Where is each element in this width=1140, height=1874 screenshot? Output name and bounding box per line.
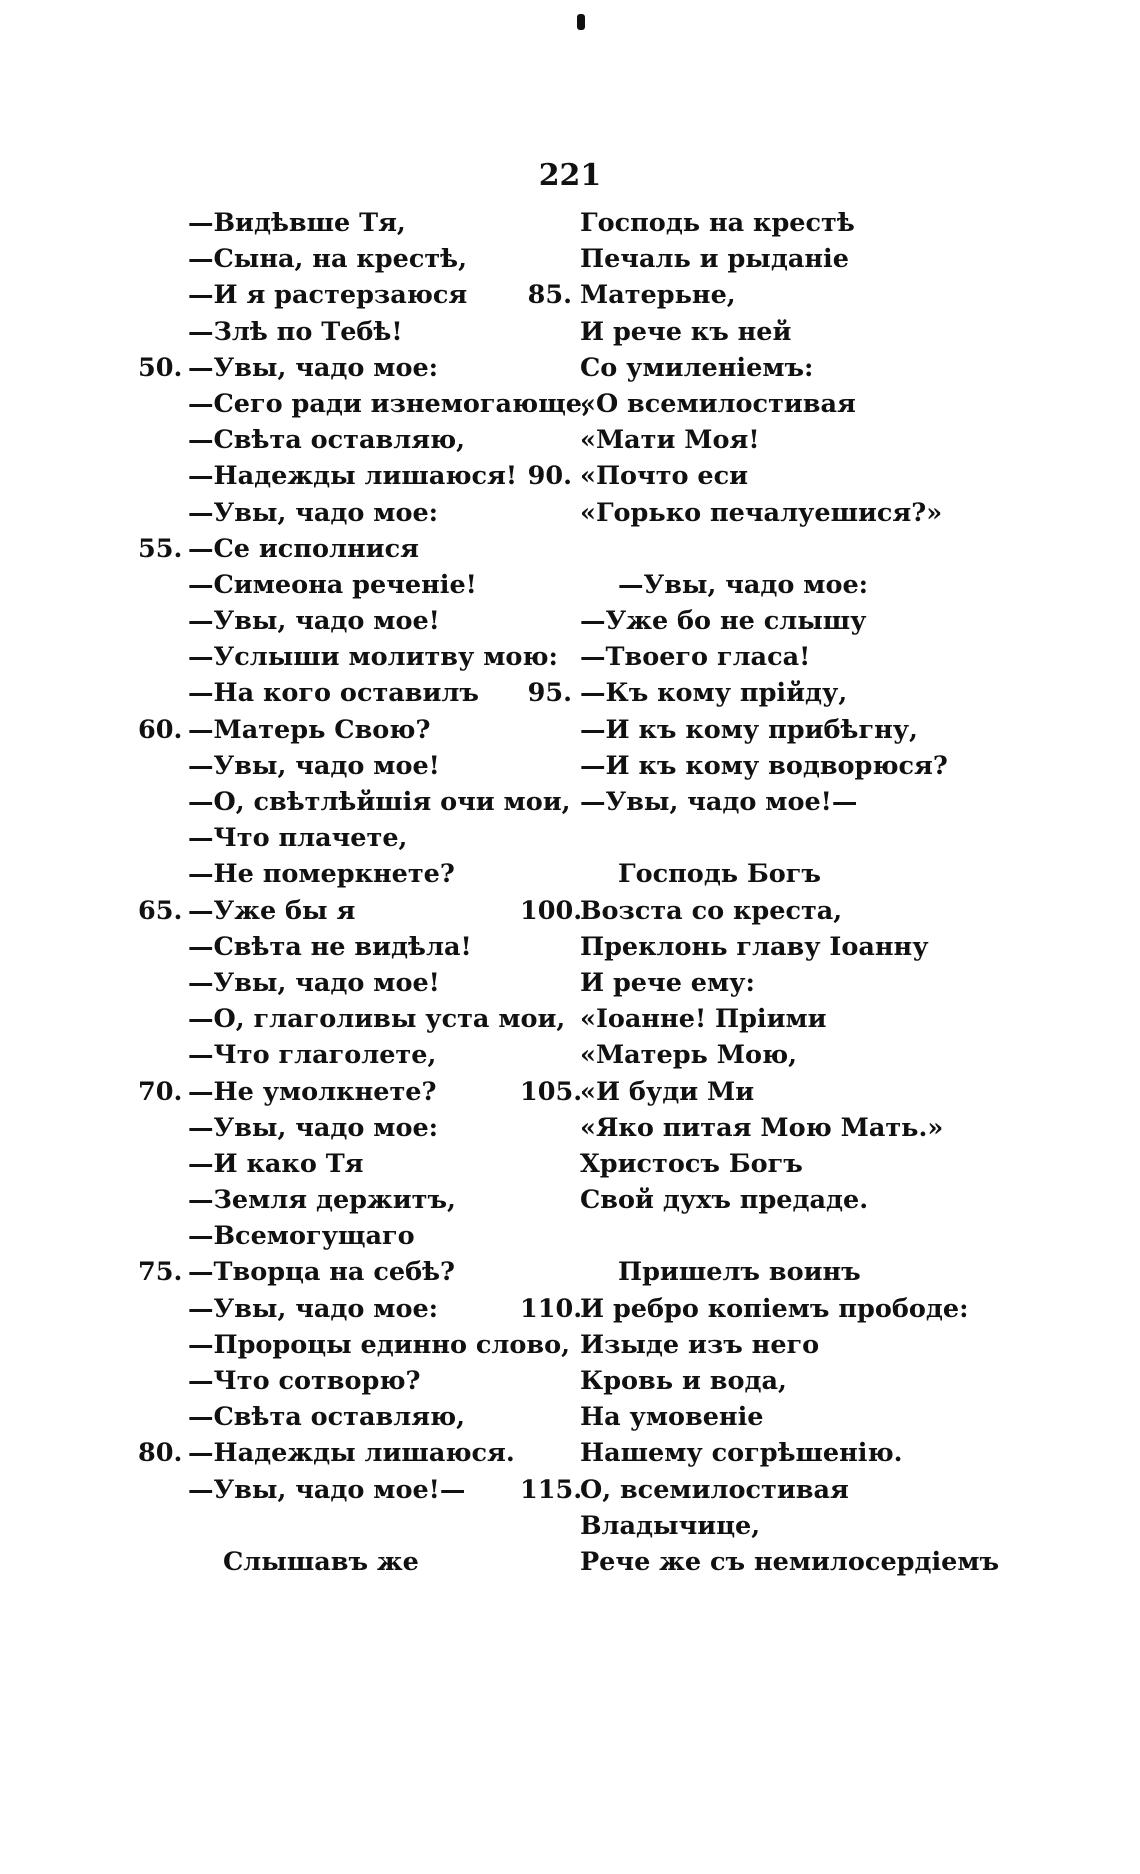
verse-line — [138, 748, 558, 784]
verse-line — [138, 603, 558, 639]
verse-text: Матерьне, — [580, 280, 736, 311]
verse-line — [520, 458, 980, 494]
verse-line — [138, 820, 558, 856]
verse-text: Рече же съ немилосердіемъ — [580, 1546, 1000, 1577]
verse-line — [520, 1182, 980, 1218]
verse-line — [520, 1435, 980, 1471]
verse-line — [138, 1291, 558, 1327]
verse-text: —Увы, чадо мое: — [618, 569, 869, 600]
verse-number: 85. — [527, 280, 572, 311]
verse-text: Христосъ Богъ — [580, 1148, 803, 1179]
verse-line — [520, 567, 980, 603]
verse-text: И рече ему: — [580, 967, 755, 998]
verse-line — [138, 1363, 558, 1399]
verse-line — [520, 1363, 980, 1399]
verse-text: —Услыши молитву мою: — [188, 642, 558, 673]
verse-line — [138, 314, 558, 350]
verse-line — [520, 1037, 980, 1073]
verse-text: —Сего ради изнемогающе, — [188, 388, 591, 419]
verse-line — [138, 1399, 558, 1435]
verse-text: —И я растерзаюся — [188, 280, 468, 311]
verse-text: —О, свѣтлѣйшія очи мои, — [188, 787, 571, 817]
verse-text: —Увы, чадо мое: — [188, 352, 439, 383]
verse-line — [520, 1544, 1000, 1580]
verse-line — [520, 1399, 980, 1435]
verse-line — [520, 893, 980, 929]
verse-line — [138, 1001, 566, 1037]
verse-line — [138, 929, 558, 965]
verse-text: «Горько печалуешися?» — [580, 497, 943, 528]
verse-line — [138, 1544, 558, 1580]
verse-line — [138, 350, 558, 386]
verse-line — [138, 1254, 558, 1290]
verse-text: —Свѣта не видѣла! — [188, 931, 472, 962]
page-number: 221 — [538, 158, 602, 193]
verse-line — [520, 277, 980, 313]
verse-text: Владычице, — [580, 1510, 761, 1541]
verse-text: —Увы, чадо мое! — [188, 606, 440, 637]
verse-line — [520, 495, 980, 531]
verse-line — [520, 1218, 980, 1254]
verse-text: —Не померкнете? — [188, 859, 455, 890]
verse-line — [520, 1001, 980, 1037]
verse-line — [520, 1146, 980, 1182]
verse-text: Пришелъ воинъ — [618, 1257, 861, 1288]
verse-line — [520, 965, 980, 1001]
verse-line — [138, 965, 558, 1001]
verse-line — [520, 1291, 980, 1327]
verse-line — [138, 495, 558, 531]
verse-line — [520, 1074, 980, 1110]
verse-line — [138, 241, 558, 277]
verse-number: 60. — [138, 714, 183, 745]
verse-text: Печаль и рыданіе — [580, 244, 849, 275]
verse-number: 90. — [527, 461, 572, 492]
verse-line — [520, 205, 980, 241]
verse-line — [138, 1435, 558, 1471]
verse-line — [520, 350, 980, 386]
verse-text: —Свѣта оставляю, — [188, 1402, 466, 1433]
verse-line — [520, 1254, 980, 1290]
verse-line — [520, 241, 980, 277]
verse-line — [520, 422, 980, 458]
verse-text: Возста со креста, — [580, 895, 843, 926]
verse-text: —Всемогущаго — [188, 1221, 415, 1252]
verse-text: Преклонь главу Іоанну — [580, 931, 929, 962]
verse-line — [138, 1218, 558, 1254]
verse-line — [138, 205, 558, 241]
verse-text: —Симеона реченіе! — [188, 569, 477, 600]
verse-number: 95. — [527, 678, 572, 709]
verse-line — [138, 1508, 558, 1544]
verse-text: На умовеніе — [580, 1402, 764, 1433]
verse-text: —Надежды лишаюся! — [188, 461, 518, 492]
ink-mark — [577, 14, 585, 30]
verse-text: Нашему согрѣшенію. — [580, 1438, 903, 1469]
verse-text: —Уже бо не слышу — [580, 606, 867, 637]
verse-text: «Іоанне! Пріими — [580, 1004, 827, 1035]
verse-line — [138, 422, 558, 458]
verse-text: «И буди Ми — [580, 1076, 755, 1107]
verse-line — [138, 531, 558, 567]
verse-text: «Почто еси — [580, 461, 749, 492]
verse-line — [138, 856, 558, 892]
verse-text: —Не умолкнете? — [188, 1076, 437, 1107]
verse-text: «Мати Моя! — [580, 425, 760, 456]
verse-text: —Надежды лишаюся. — [188, 1438, 515, 1469]
right-verse-column — [520, 205, 1000, 1580]
verse-number: 100. — [520, 895, 583, 926]
verse-text: И рече къ ней — [580, 316, 792, 347]
verse-number: 80. — [138, 1438, 183, 1469]
verse-text: —Уже бы я — [188, 895, 356, 926]
verse-line — [520, 929, 980, 965]
verse-line — [520, 639, 980, 675]
verse-line — [138, 639, 558, 675]
verse-text: —Матерь Свою? — [188, 714, 431, 745]
verse-number: 115. — [520, 1474, 583, 1505]
verse-text: —Увы, чадо мое: — [188, 1293, 439, 1324]
verse-text: —Сына, на крестѣ, — [188, 244, 467, 275]
verse-line — [138, 1074, 558, 1110]
verse-line — [138, 567, 558, 603]
verse-text: Кровь и вода, — [580, 1366, 787, 1396]
verse-text: —Видѣвше Тя, — [188, 208, 406, 238]
verse-text: Изыде изъ него — [580, 1329, 820, 1360]
verse-text: И ребро копіемъ прободе: — [580, 1293, 969, 1324]
verse-number: 70. — [138, 1076, 183, 1107]
verse-number: 65. — [138, 895, 183, 926]
verse-line — [138, 1182, 558, 1218]
verse-line — [138, 458, 558, 494]
verse-text: —И къ кому прибѣгну, — [580, 714, 918, 745]
verse-text: —Се исполнися — [188, 533, 419, 564]
verse-line — [138, 1146, 558, 1182]
verse-line — [520, 1110, 980, 1146]
verse-text: —Увы, чадо мое: — [188, 497, 439, 528]
verse-line — [520, 531, 980, 567]
verse-text: —Увы, чадо мое! — [188, 967, 440, 998]
verse-line — [520, 784, 980, 820]
verse-text: Господь Богъ — [618, 859, 821, 890]
verse-line — [138, 1110, 558, 1146]
verse-text: Свой духъ предаде. — [580, 1185, 869, 1216]
verse-line — [138, 1037, 558, 1073]
verse-line — [520, 1472, 980, 1508]
verse-line — [138, 386, 591, 422]
verse-text: —Что плачете, — [188, 823, 408, 854]
verse-text: Слышавъ же — [223, 1546, 419, 1577]
verse-text: Господь на крестѣ — [580, 208, 855, 238]
verse-text: —Что глаголете, — [188, 1040, 437, 1071]
verse-line — [520, 748, 980, 784]
verse-text: «Матерь Мою, — [580, 1040, 797, 1071]
verse-text: —Увы, чадо мое! — [188, 750, 440, 781]
verse-text: —Злѣ по Тебѣ! — [188, 316, 403, 347]
verse-text: —Земля держитъ, — [188, 1185, 456, 1216]
verse-number: 55. — [138, 533, 183, 564]
verse-text: —О, глаголивы уста мои, — [188, 1004, 566, 1035]
verse-text: —Свѣта оставляю, — [188, 425, 466, 456]
verse-number: 75. — [138, 1257, 183, 1288]
verse-number: 110. — [520, 1293, 583, 1324]
verse-text: —Увы, чадо мое: — [188, 1112, 439, 1143]
verse-text: —Твоего гласа! — [580, 642, 811, 673]
verse-line — [520, 712, 980, 748]
verse-text: О, всемилостивая — [580, 1474, 849, 1505]
verse-text: —Къ кому прійду, — [580, 678, 848, 709]
verse-line — [520, 603, 980, 639]
verse-line — [138, 1327, 571, 1363]
verse-text: —На кого оставилъ — [188, 678, 479, 709]
verse-line — [520, 856, 980, 892]
verse-line — [520, 386, 980, 422]
left-verse-column — [138, 205, 591, 1580]
verse-line — [138, 712, 558, 748]
verse-text: —Что сотворю? — [188, 1366, 421, 1396]
verse-text: «О всемилостивая — [580, 388, 856, 419]
verse-text: —И къ кому водворюся? — [580, 750, 948, 781]
verse-line — [520, 820, 980, 856]
verse-text: —Увы, чадо мое!— — [188, 1474, 466, 1505]
verse-text: —Увы, чадо мое!— — [580, 787, 858, 817]
verse-line — [520, 1508, 980, 1544]
verse-line — [138, 1472, 558, 1508]
verse-text: —И како Тя — [188, 1148, 364, 1179]
verse-line — [138, 675, 558, 711]
verse-line — [520, 675, 980, 711]
verse-text: —Пророцы единно слово, — [188, 1329, 571, 1360]
verse-number: 105. — [520, 1076, 583, 1107]
verse-line — [138, 893, 558, 929]
verse-line — [520, 1327, 980, 1363]
verse-line — [520, 314, 980, 350]
verse-text: —Творца на себѣ? — [188, 1257, 455, 1288]
verse-line — [138, 277, 558, 313]
verse-text: Со умиленіемъ: — [580, 352, 814, 383]
verse-line — [138, 784, 571, 820]
verse-text: «Яко питая Мою Мать.» — [580, 1112, 944, 1143]
verse-number: 50. — [138, 352, 183, 383]
